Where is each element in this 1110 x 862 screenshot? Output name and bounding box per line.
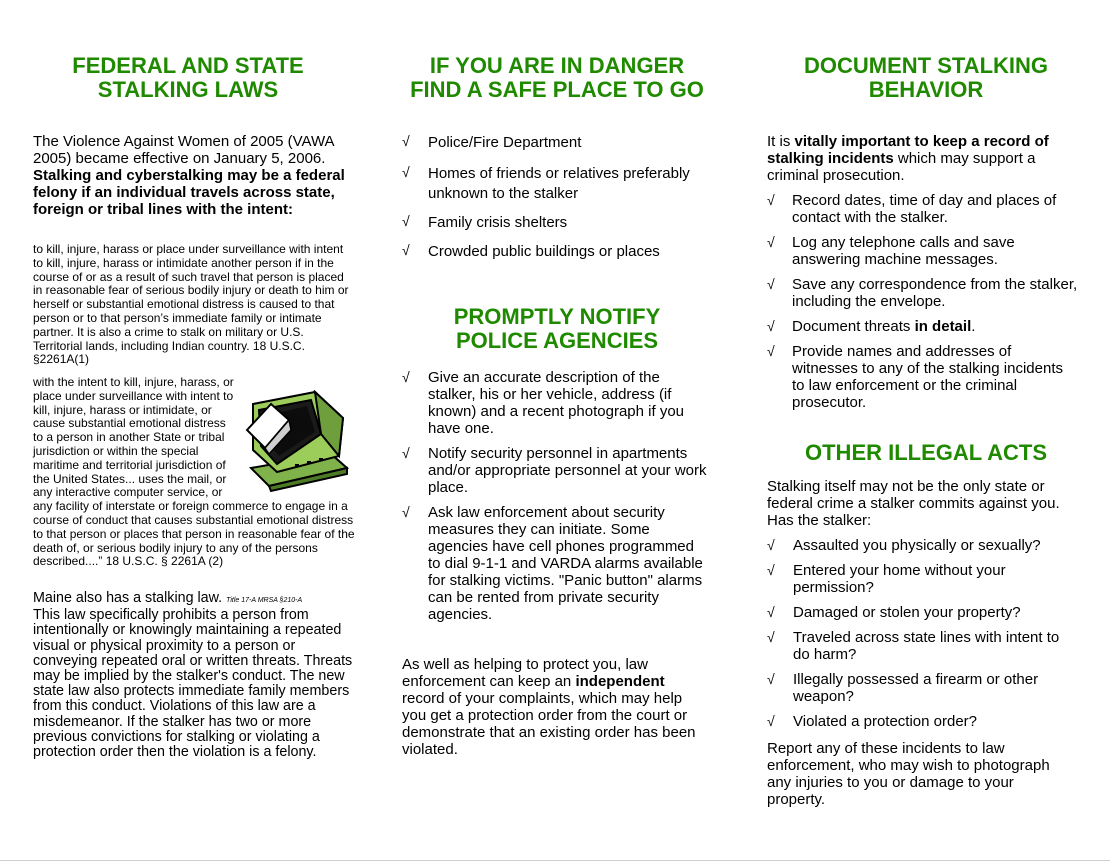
- heading-federal-state-laws: FEDERAL AND STATE STALKING LAWS: [72, 53, 304, 102]
- list-item: √ Record dates, time of day and places of contact with the stalker.: [767, 192, 1057, 226]
- list-item: √ Damaged or stolen your property?: [767, 604, 1021, 621]
- heading-notify-police: PROMPTLY NOTIFY POLICE AGENCIES: [453, 304, 661, 353]
- list-item: √ Illegally possessed a firearm or other weapon?: [767, 671, 1039, 705]
- document-list: [767, 192, 1079, 411]
- document-intro: It is vitally important to keep a record of stalking incidents which may support a criminal prosecution.: [767, 133, 1049, 184]
- list-item: √ Save any correspondence from the stalker, including the envelope.: [767, 276, 1078, 310]
- maine-law: Maine also has a stalking law. Title 17-A MRSA §210-A This law specifically prohibits a person from intentionally or knowingly maintaining a repeated visual or physical proximity to a person or conveying repeated oral or written threats. Threats may be implied by the stalker's conduct. The new state law also protects immediate family members from this conduct. Violations of this law are a misdemeanor. If the stalker has two or more previous convictions for stalking or violating a protection order then the violation is a felony.: [33, 590, 353, 761]
- other-acts-intro: Stalking itself may not be the only state or federal crime a stalker commits against you. Has the stalker:: [767, 478, 1060, 529]
- list-item: √ Document threats in detail.: [767, 318, 976, 335]
- list-item: √ Give an accurate description of the stalker, his or her vehicle, address (if known) and a recent photograph if you have one.: [402, 369, 685, 437]
- heading-safe-place: IF YOU ARE IN DANGER FIND A SAFE PLACE TO GO: [410, 53, 704, 102]
- vawa-intro: The Violence Against Women of 2005 (VAWA 2005) became effective on January 5, 2006. Stalking and cyberstalking may be a federal felony if an individual travels across state, foreign or tribal lines with the intent:: [33, 133, 345, 218]
- list-item: √ Entered your home without your permission?: [767, 562, 1006, 596]
- notify-list: [402, 369, 708, 623]
- list-item: √ Family crisis shelters: [402, 213, 568, 231]
- page-bottom-divider: [0, 860, 1110, 861]
- other-acts-list: [767, 537, 1077, 730]
- list-item: √ Notify security personnel in apartments and/or appropriate personnel at your work place.: [402, 445, 707, 496]
- list-item: √ Crowded public buildings or places: [402, 242, 660, 260]
- list-item: √ Homes of friends or relatives preferably unknown to the stalker: [402, 164, 690, 202]
- list-item: √ Violated a protection order?: [767, 713, 978, 730]
- heading-document-stalking: DOCUMENT STALKING BEHAVIOR: [803, 53, 1049, 102]
- list-item: √ Log any telephone calls and save answering machine messages.: [767, 234, 1015, 268]
- report-paragraph: Report any of these incidents to law enforcement, who may wish to photograph any injuries to you or damage to your property.: [767, 740, 1050, 808]
- list-item: √ Assaulted you physically or sexually?: [767, 537, 1041, 554]
- federal-law-section-2: with the intent to kill, injure, harass, or place under surveillance with intent to kill, injure, harass or intimidate, or cause substantial emotional distress to a person in another State or tribal jurisdiction or within the special maritime and territorial jurisdiction of the United States... uses the mail, or any interactive computer service, or any facility of interstate or foreign commerce to engage in a course of conduct that causes substantial emotional distress to that person or places that person in reasonable fear of the death of, or serious bodily injury to any of the persons described....” 18 U.S.C. § 2261A (2): [33, 375, 355, 569]
- list-item: √ Traveled across state lines with intent to do harm?: [767, 629, 1060, 663]
- list-item: √ Ask law enforcement about security measures they can initiate. Some agencies have cell phones programmed to dial 9-1-1 and VARDA alarms available for stalking victims. "Panic button" alarms can be rented from private security agencies.: [402, 504, 703, 623]
- closing-paragraph: As well as helping to protect you, law enforcement can keep an independent record of your complaints, which may help you get a protection order from the court or demonstrate that an existing order has been violated.: [402, 656, 696, 758]
- computer-monitor-icon: [243, 390, 355, 493]
- list-item: √ Police/Fire Department: [402, 133, 582, 151]
- federal-law-section-1: to kill, injure, harass or place under surveillance with intent to kill, injure, harass or intimidate another person if in the course of or as a result of such travel that person is placed in reasonable fear of serious bodily injury or death to him or herself or substantial emotional distress is caused to that person or to that person’s immediate family or intimate partner. It is also a crime to stalk on military or U.S. Territorial lands, including Indian country. 18 U.S.C. §2261A(1): [33, 242, 349, 367]
- heading-other-illegal-acts: OTHER ILLEGAL ACTS: [805, 440, 1047, 465]
- list-item: √ Provide names and addresses of witnesses to any of the stalking incidents to law enforcement or the criminal prosecutor.: [767, 343, 1063, 411]
- safe-places-list: [402, 133, 707, 262]
